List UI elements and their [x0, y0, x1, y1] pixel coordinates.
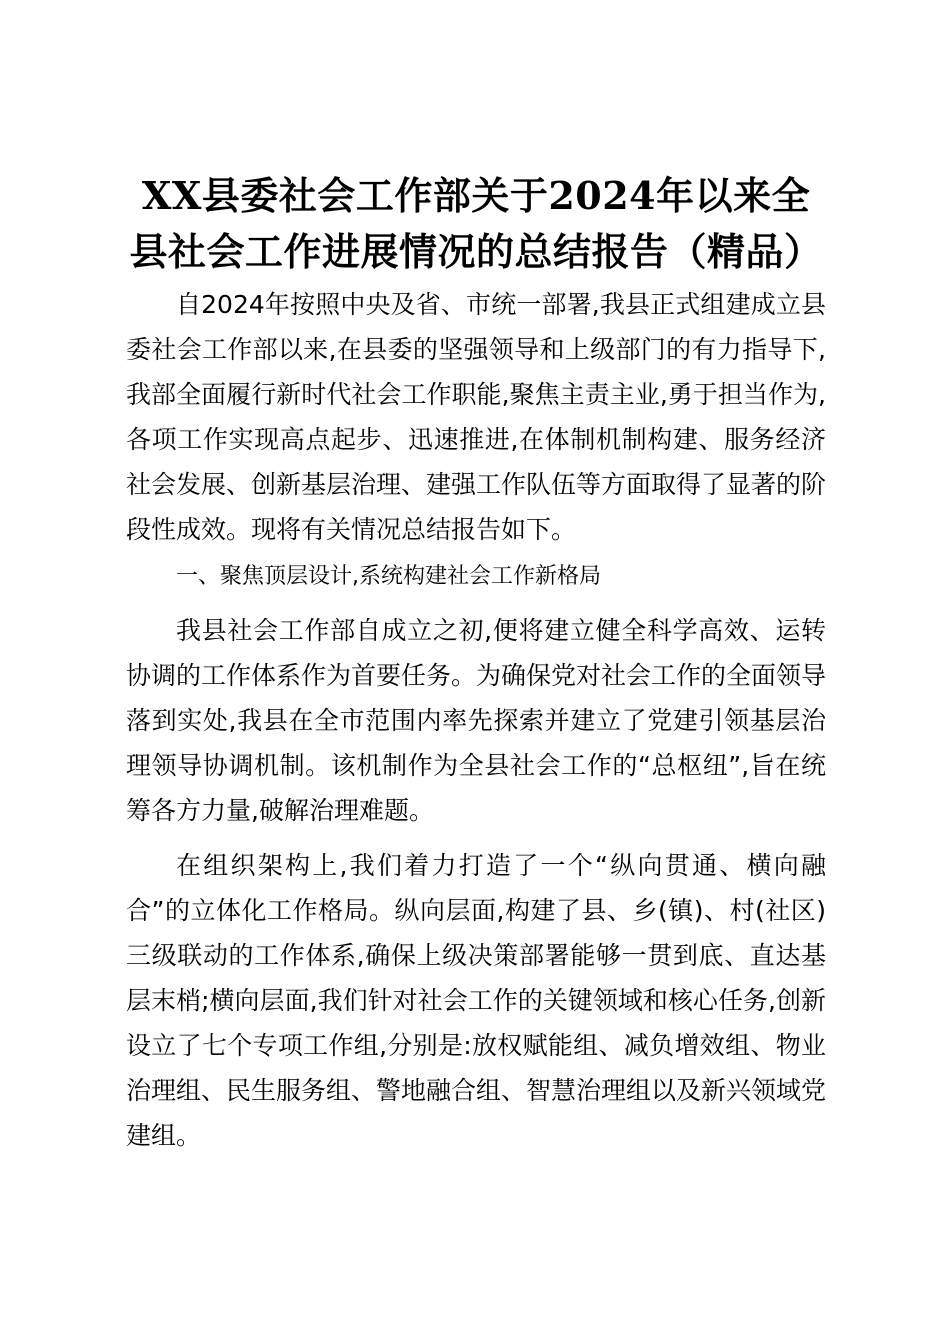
body-paragraph-2: 在组织架构上,我们着力打造了一个“纵向贯通、横向融合”的立体化工作格局。纵向层面,构建了县、乡(镇)、村(社区)三级联动的工作体系,确保上级决策部署能够一贯到底、直达基层末梢;横向层面,我们针对社会工作的关键领域和核心任务,创新设立了七个专项工作组,分别是:放权赋能组、减负增效组、物业治理组、民生服务组、警地融合组、智慧治理组以及新兴领域党建组。 — [126, 851, 827, 1150]
intro-paragraph: 自2024年按照中央及省、市统一部署,我县正式组建成立县委社会工作部以来,在县委的坚强领导和上级部门的有力指导下,我部全面履行新时代社会工作职能,聚焦主责主业,勇于担当作为,各项工作实现高点起步、迅速推进,在体制机制构建、服务经济社会发展、创新基层治理、建强工作队伍等方面取得了显著的阶段性成效。现将有关情况总结报告如下。 — [126, 290, 827, 544]
body-paragraph-1: 我县社会工作部自成立之初,便将建立健全科学高效、运转协调的工作体系作为首要任务。为确保党对社会工作的全面领导落到实处,我县在全市范围内率先探索并建立了党建引领基层治理领导协调机制。该机制作为全县社会工作的“总枢纽”,旨在统筹各方力量,破解治理难题。 — [126, 616, 827, 825]
document-page — [126, 168, 826, 1158]
document-title: XX县委社会工作部关于2024年以来全县社会工作进展情况的总结报告（精品） — [129, 173, 823, 274]
section-heading-1: 一、聚焦顶层设计,系统构建社会工作新格局 — [176, 564, 601, 589]
